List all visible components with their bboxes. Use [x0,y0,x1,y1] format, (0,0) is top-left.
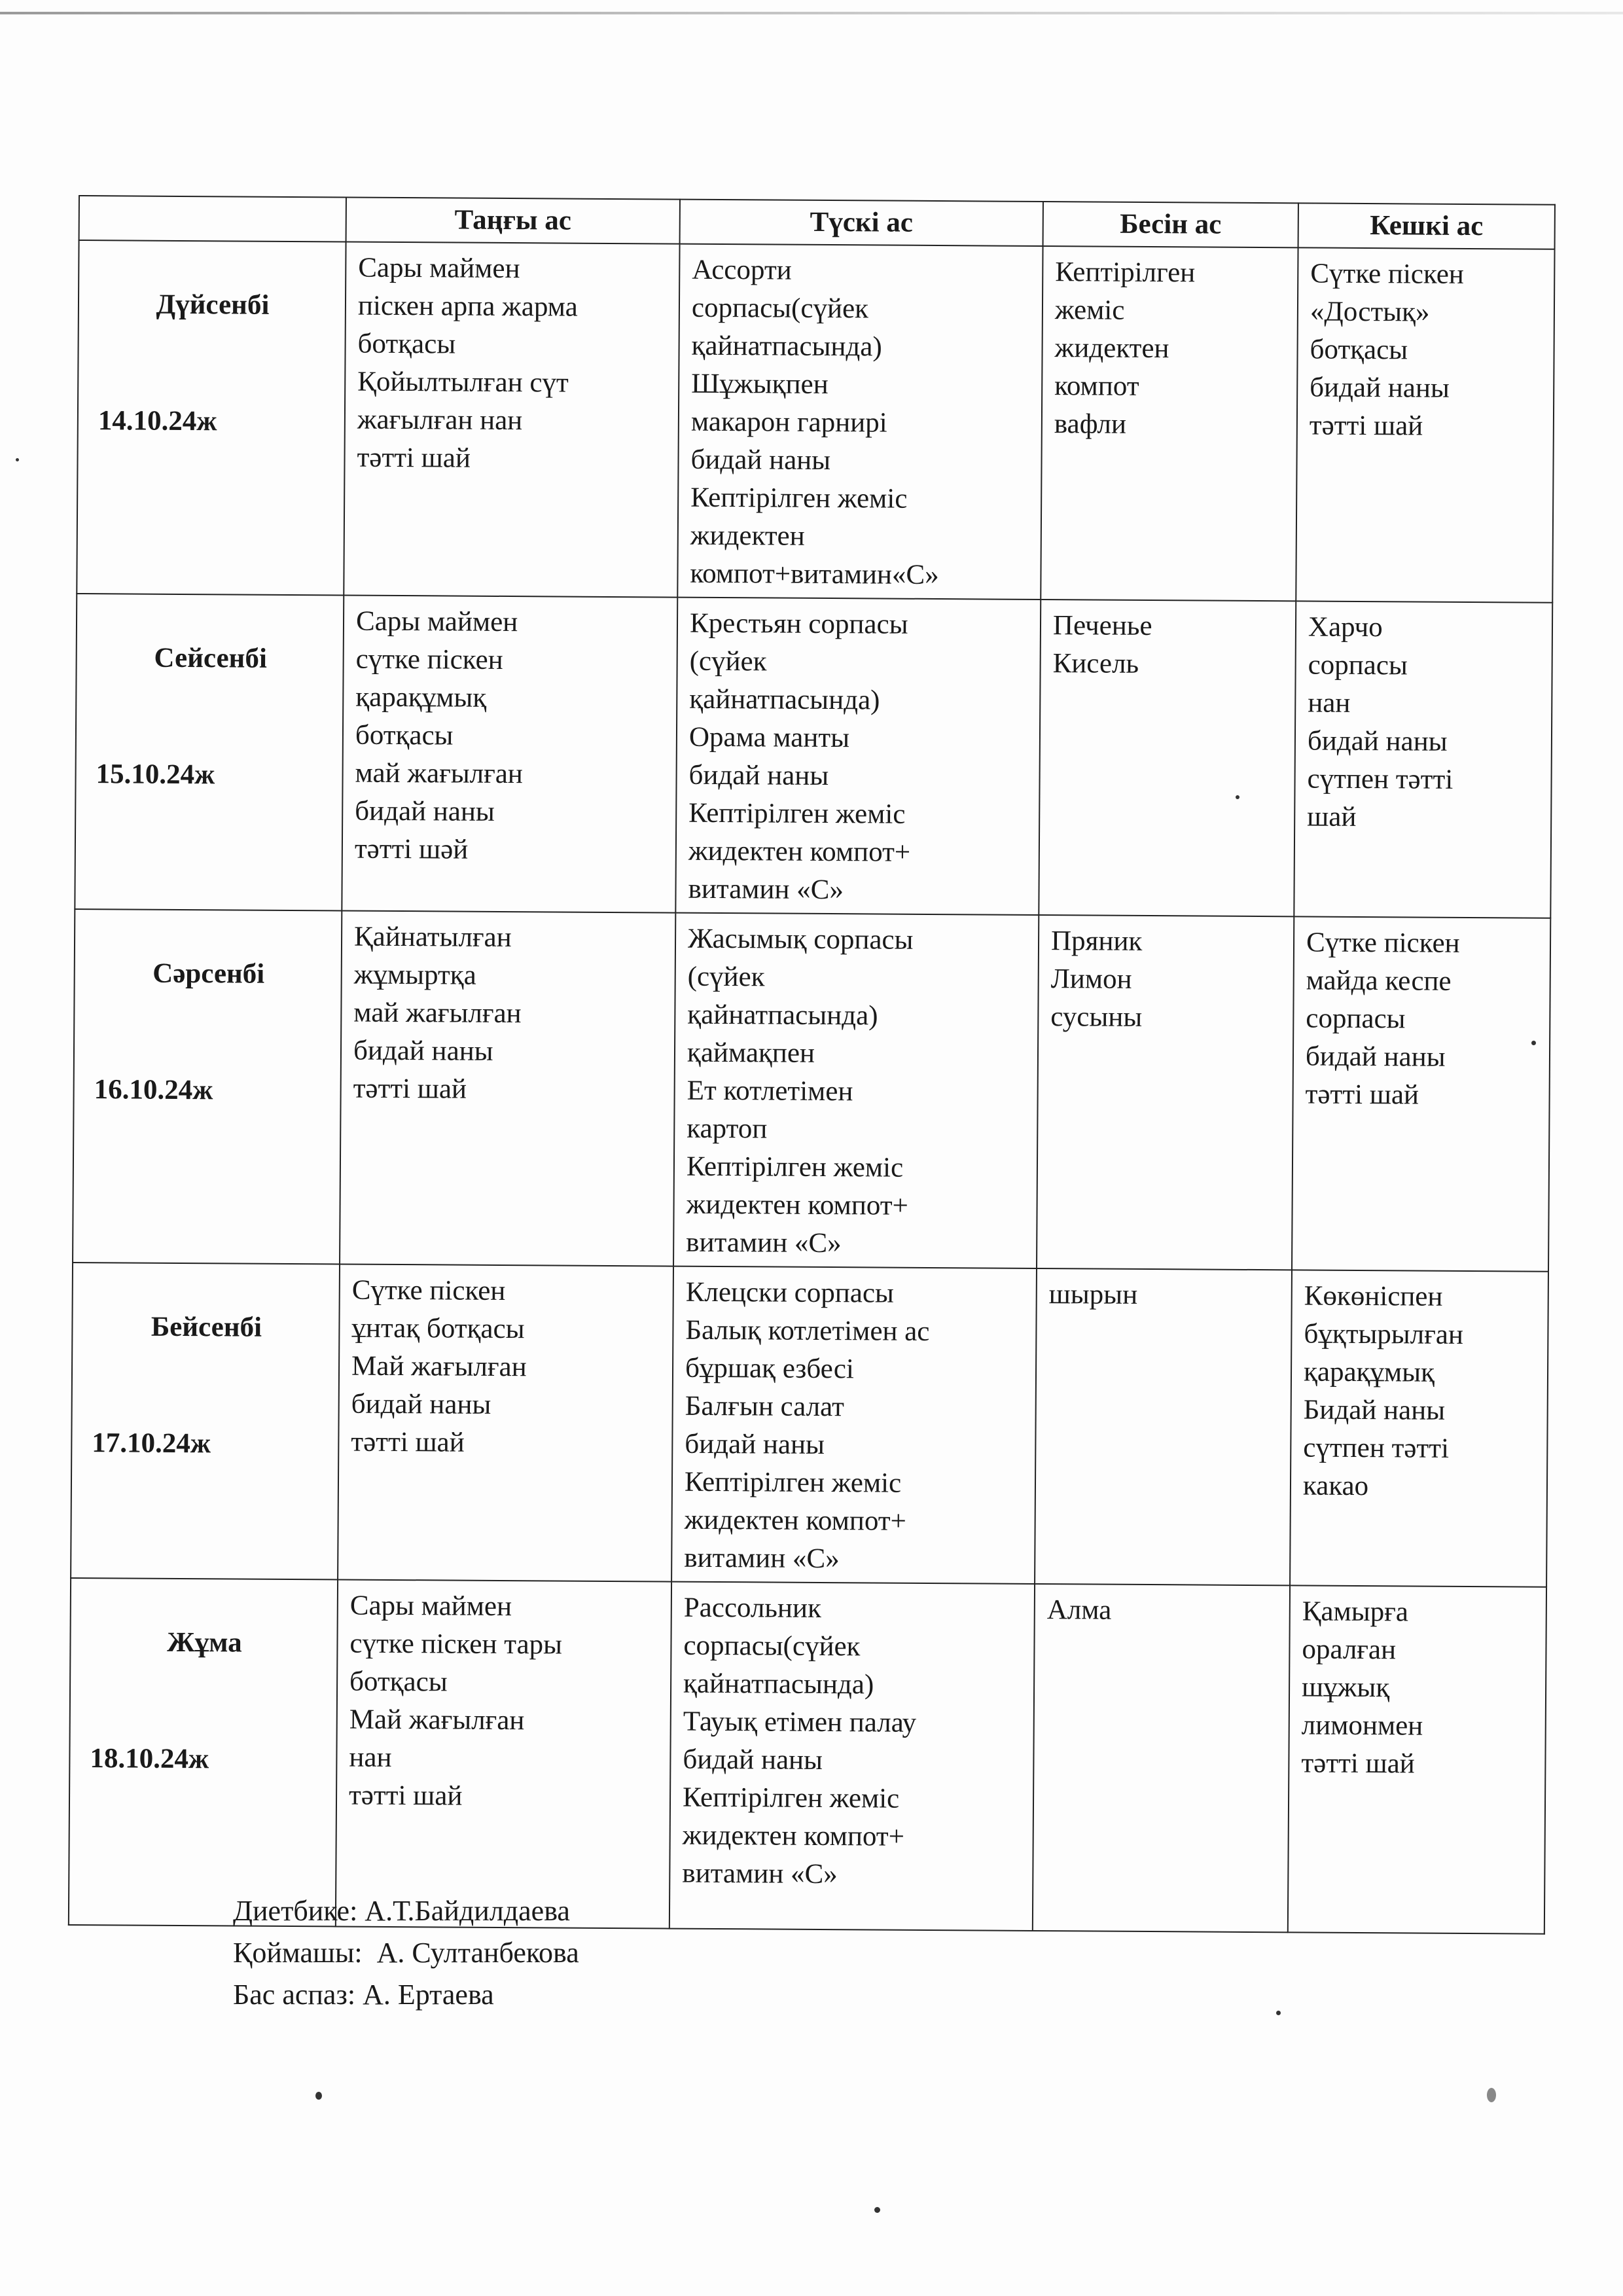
scan-speck [315,2092,322,2100]
dinner-cell: Көкөніспен бұқтырылған қарақұмық Бидай наны сүтпен тәтті какао [1290,1270,1548,1587]
header-blank [79,196,346,242]
day-date: 16.10.24ж [94,1074,213,1106]
lunch-cell: Ассорти сорпасы(сүйек қайнатпасында) Шұжықпен макарон гарнирі бидай наны Кептірілген жеміс жидектен компот+витамин«С» [677,244,1043,600]
table-row [75,594,1552,918]
scan-speck [874,2207,880,2213]
header-lunch: Түскі ас [680,200,1043,246]
snack-cell: Печенье Кисель [1039,600,1296,916]
day-name: Жұма [167,1626,242,1659]
day-name: Сәрсенбі [152,958,265,990]
snack-cell: шырын [1035,1268,1292,1585]
day-name: Бейсенбі [151,1311,262,1343]
scan-speck [1276,2011,1281,2015]
day-cell [69,1578,338,1926]
day-date: 14.10.24ж [98,405,217,437]
header-snack: Бесін ас [1043,202,1298,247]
dinner-cell: Қамырға оралған шұжық лимонмен тәтті шай [1288,1585,1546,1933]
lunch-cell: Крестьян сорпасы (сүйек қайнатпасында) Орама манты бидай наны Кептірілген жеміс жидектен компот+ витамин «С» [675,598,1041,915]
table-row [69,1578,1546,1934]
snack-cell: Кептірілген жеміс жидектен компот вафли [1041,246,1298,601]
scan-top-edge [0,12,1623,14]
day-cell [73,909,342,1264]
breakfast-cell: Сары маймен піскен арпа жарма ботқасы Қойылтылған сүт жағылған нан тәтті шай [344,242,679,597]
day-name: Сейсенбі [154,642,267,674]
scan-speck [1236,795,1240,799]
breakfast-cell: Қайнатылған жұмыртқа май жағылған бидай наны тәтті шай [340,910,675,1266]
signature-storekeeper: Қоймашы: А. Султанбекова [233,1937,579,1969]
snack-cell: Алма [1033,1584,1290,1932]
dinner-cell: Сүтке піскен «Достық» ботқасы бидай наны тәтті шай [1296,247,1554,602]
weekly-menu-table [68,195,1556,1935]
day-cell [71,1263,340,1579]
lunch-cell: Рассольник сорпасы(сүйек қайнатпасында) Тауық етімен палау бидай наны Кептірілген жеміс жидектен компот+ витамин «С» [669,1582,1035,1931]
snack-cell: Пряник Лимон сусыны [1037,915,1294,1270]
scan-speck [1531,1041,1536,1045]
header-breakfast: Таңғы ас [346,197,680,243]
day-date: 15.10.24ж [96,759,215,791]
day-cell [75,594,344,910]
breakfast-cell: Сары маймен сүтке піскен тары ботқасы Май жағылған нан тәтті шай [336,1579,671,1928]
breakfast-cell: Сүтке піскен ұнтақ ботқасы Май жағылған бидай наны тәтті шай [338,1264,673,1581]
dinner-cell: Харчо сорпасы нан бидай наны сүтпен тәтті шай [1294,601,1552,918]
breakfast-cell: Сары маймен сүтке піскен қарақұмық ботқасы май жағылған бидай наны тәтті шәй [342,595,677,912]
day-date: 17.10.24ж [92,1427,211,1460]
header-dinner: Кешкі ас [1298,203,1555,249]
signature-block [233,1890,579,2016]
day-name: Дүйсенбі [156,289,270,321]
table-row [77,240,1554,603]
scan-speck [16,458,19,461]
dinner-cell: Сүтке піскен майда кеспе сорпасы бидай наны тәтті шай [1292,916,1550,1271]
scan-speck [1487,2088,1496,2102]
signature-head-cook: Бас аспаз: А. Ертаева [233,1979,494,2011]
day-date: 18.10.24ж [90,1743,209,1775]
signature-dietitian: Диетбике: А.Т.Байдилдаева [233,1895,570,1927]
table-row [73,909,1550,1272]
lunch-cell: Жасымық сорпасы (сүйек қайнатпасында) қаймақпен Ет котлетімен картоп Кептірілген жеміс жидектен компот+ витамин «С» [673,913,1039,1268]
day-cell [77,240,346,595]
table-row [71,1263,1548,1587]
lunch-cell: Клецски сорпасы Балық котлетімен ас бұршақ езбесі Балғын салат бидай наны Кептірілген жеміс жидектен компот+ витамин «С» [671,1266,1037,1584]
